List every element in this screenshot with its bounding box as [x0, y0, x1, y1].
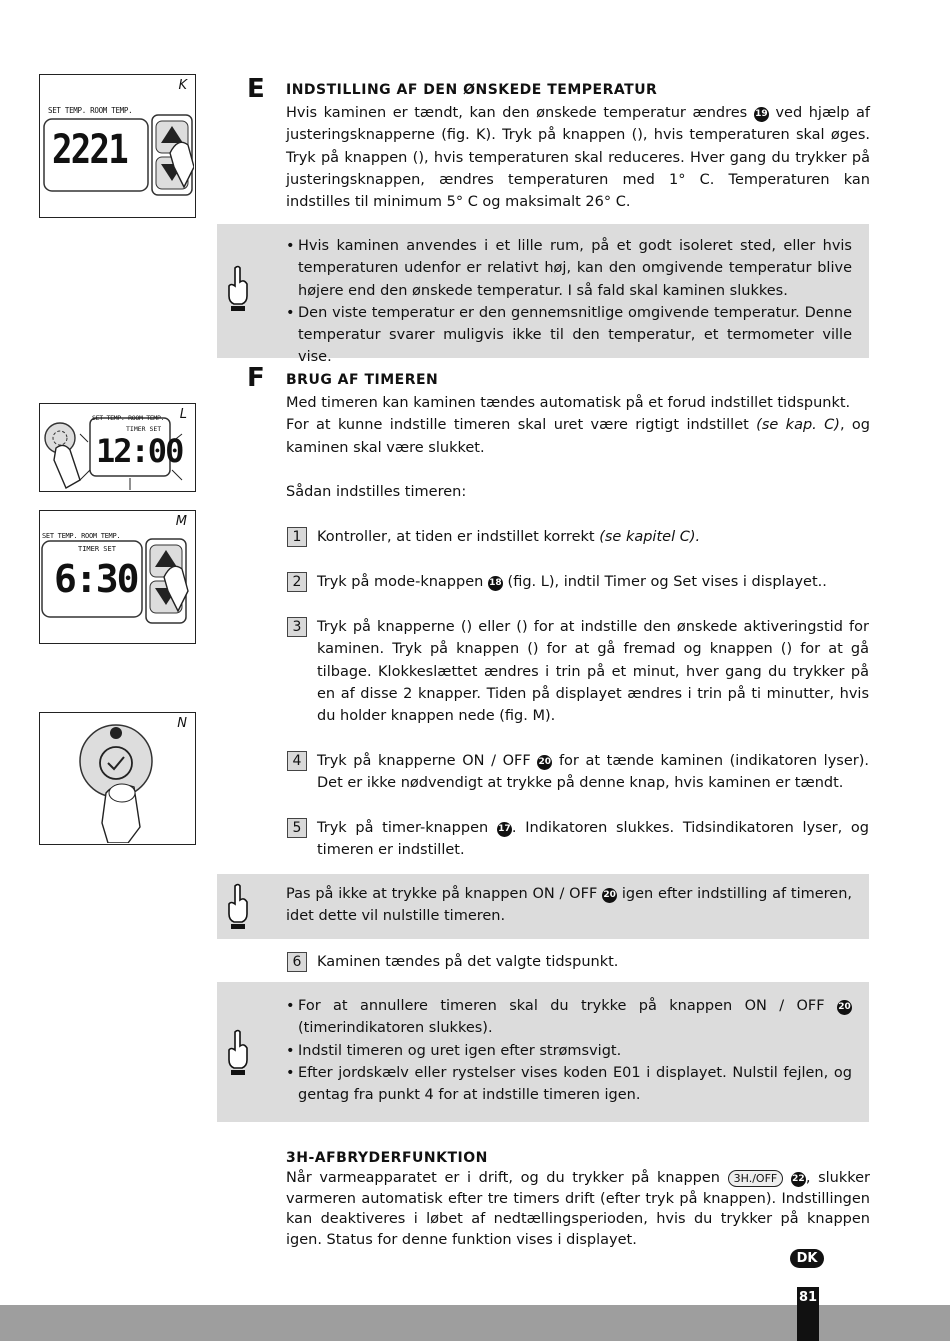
note-item: • Efter jordskælv eller rystelser vises koden E01 i displayet. Nulstil fejlen, og gentag fra punkt 4 for at indstille timeren igen. [286, 1062, 852, 1107]
lcd-digits: 12:00 [96, 432, 183, 470]
section-letter: E [247, 74, 265, 104]
note-item [286, 995, 852, 1040]
note-item: • Den viste temperatur er den gennemsnitlige omgivende temperatur. Denne temperatur svarer muligvis ikke til den temperatur, et termometer ville vise. [286, 302, 852, 369]
section-3h [286, 1148, 870, 1250]
section-heading: BRUG AF TIMEREN [286, 372, 439, 388]
reference-number: 19 [754, 107, 769, 122]
pointing-hand-icon [225, 264, 253, 314]
pointing-hand-icon [225, 1028, 253, 1078]
figure-m [39, 510, 196, 644]
step-number: 2 [287, 572, 307, 592]
lcd-digits: 2221 [52, 127, 128, 173]
section-e-paragraph [286, 102, 870, 213]
text: (timerindikatoren slukkes). [298, 1020, 493, 1037]
section-e [286, 80, 870, 213]
lcd-sub: TIMER SET [126, 425, 162, 433]
step-number: 6 [287, 952, 307, 972]
lcd-digits: 6:30 [54, 557, 138, 601]
reference-number: 18 [488, 576, 503, 591]
text: . Indikatoren slukkes. Tidsindikatoren lyser, og timeren er indstillet. [317, 820, 869, 859]
step-number: 3 [287, 617, 307, 637]
figure-n [39, 712, 196, 845]
reference-number: 22 [791, 1172, 806, 1187]
figure-label: L [179, 407, 187, 422]
step-text [317, 571, 869, 593]
step-text: Tryk på knapperne () eller () for at indstille den ønskede aktiveringstid for kaminen. Tryk på knappen () for at gå fremad og knappen () for at gå tilbage. Klokkeslættet ændres i trin på et minut, hver gang du trykker på en af disse 2 knapper. Tiden på displayet ændres i trin på ti minutter, hvis du holder knappen nede (fig. M). [317, 619, 869, 725]
section-3h-paragraph [286, 1168, 870, 1250]
text: For at annullere timeren skal du trykke på knappen ON / OFF [298, 998, 825, 1014]
text: Tryk på mode-knappen [317, 574, 484, 590]
language-badge: DK [790, 1249, 824, 1268]
section-f [286, 370, 870, 503]
reference-number: 20 [602, 888, 617, 903]
note-text [286, 883, 852, 928]
lcd-header: SET TEMP. ROOM TEMP. [92, 414, 165, 422]
note-list [286, 235, 852, 369]
step-number: 5 [287, 818, 307, 838]
cross-reference: (se kapitel C). [599, 529, 701, 545]
text: Tryk på timer-knappen [317, 820, 489, 836]
step-number: 1 [287, 527, 307, 547]
intro-text: Med timeren kan kaminen tændes automatisk på et forud indstillet tidspunkt. [286, 395, 851, 411]
figure-label: K [178, 78, 187, 93]
step-text: Kaminen tændes på det valgte tidspunkt. [317, 954, 619, 970]
3h-off-button-glyph: 3H./OFF [728, 1170, 784, 1187]
text: For at kunne indstille timeren skal uret være rigtigt indstillet [286, 417, 749, 434]
section-letter: F [247, 363, 265, 393]
step-text [317, 526, 869, 548]
figure-label: M [175, 514, 187, 529]
note-list [286, 995, 852, 1106]
note-item: • Indstil timeren og uret igen efter strømsvigt. [286, 1040, 852, 1062]
text: Når varmeapparatet er i drift, og du trykker på knappen [286, 1170, 720, 1186]
lcd-sub: TIMER SET [78, 545, 116, 553]
text: , slukker varmeren automatisk efter tre timers drift (efter tryk på knappen). Indstillingen kan deaktiveres i løbet af nedtællingsperioden, hvis du trykker på knappen igen. Status for denne funktion vises i displayet. [286, 1170, 871, 1248]
text: Kontroller, at tiden er indstillet korrekt [317, 529, 595, 545]
figure-label: N [177, 716, 187, 731]
text: Pas på ikke at trykke på knappen ON / OFF [286, 886, 598, 902]
text: for at tænde kaminen (indikatoren lyser). Det er ikke nødvendigt at trykke på denne knap, hvis kaminen er tændt. [317, 753, 869, 792]
note-item: • Hvis kaminen anvendes i et lille rum, på et godt isoleret sted, eller hvis temperaturen udenfor er relativt høj, kan den omgivende temperatur blive højere end den ønskede temperatur. I så fald skal kaminen slukkes. [286, 235, 852, 302]
how-to-text: Sådan indstilles timeren: [286, 483, 467, 500]
step-text [317, 817, 869, 862]
lcd-header: SET TEMP. ROOM TEMP. [42, 532, 121, 540]
lcd-header: SET TEMP. ROOM TEMP. [48, 106, 133, 115]
timer-button-illustration [40, 713, 194, 843]
text: Hvis kaminen er tændt, kan den ønskede temperatur ændres [286, 105, 748, 121]
text: (fig. L), indtil Timer og Set vises i displayet.. [507, 574, 827, 590]
reference-number: 17 [497, 822, 512, 837]
step-text [317, 750, 869, 795]
section-heading: 3H-AFBRYDERFUNKTION [286, 1150, 488, 1166]
note-box [217, 874, 869, 939]
reference-number: 20 [837, 1000, 852, 1015]
cross-reference: (se kap. C) [756, 417, 840, 434]
section-heading: INDSTILLING AF DEN ØNSKEDE TEMPERATUR [286, 82, 658, 98]
reference-number: 20 [537, 755, 552, 770]
figure-l [39, 403, 196, 492]
note-box [217, 982, 869, 1122]
text: , og kaminen skal være slukket. [286, 417, 870, 456]
intro-text [286, 414, 870, 459]
page-number: 81 [797, 1287, 819, 1341]
note-box [217, 224, 869, 366]
step-number: 4 [287, 751, 307, 771]
text: igen efter indstilling af timeren, idet dette vil nulstille timeren. [286, 886, 853, 925]
text: Tryk på knapperne ON / OFF [317, 753, 531, 769]
text: ved hjælp af justeringsknapperne (fig. K). Tryk på knappen (), hvis temperaturen skal øges. Tryk på knappen (), hvis temperaturen skal reduceres. Hver gang du trykker på justeringsknappen, ændres temperaturen med 1° C. Temperaturen kan indstilles til minimum 5° C og maksimalt 26° C. [286, 105, 871, 211]
figure-k [39, 74, 196, 218]
pointing-hand-icon [225, 882, 253, 932]
